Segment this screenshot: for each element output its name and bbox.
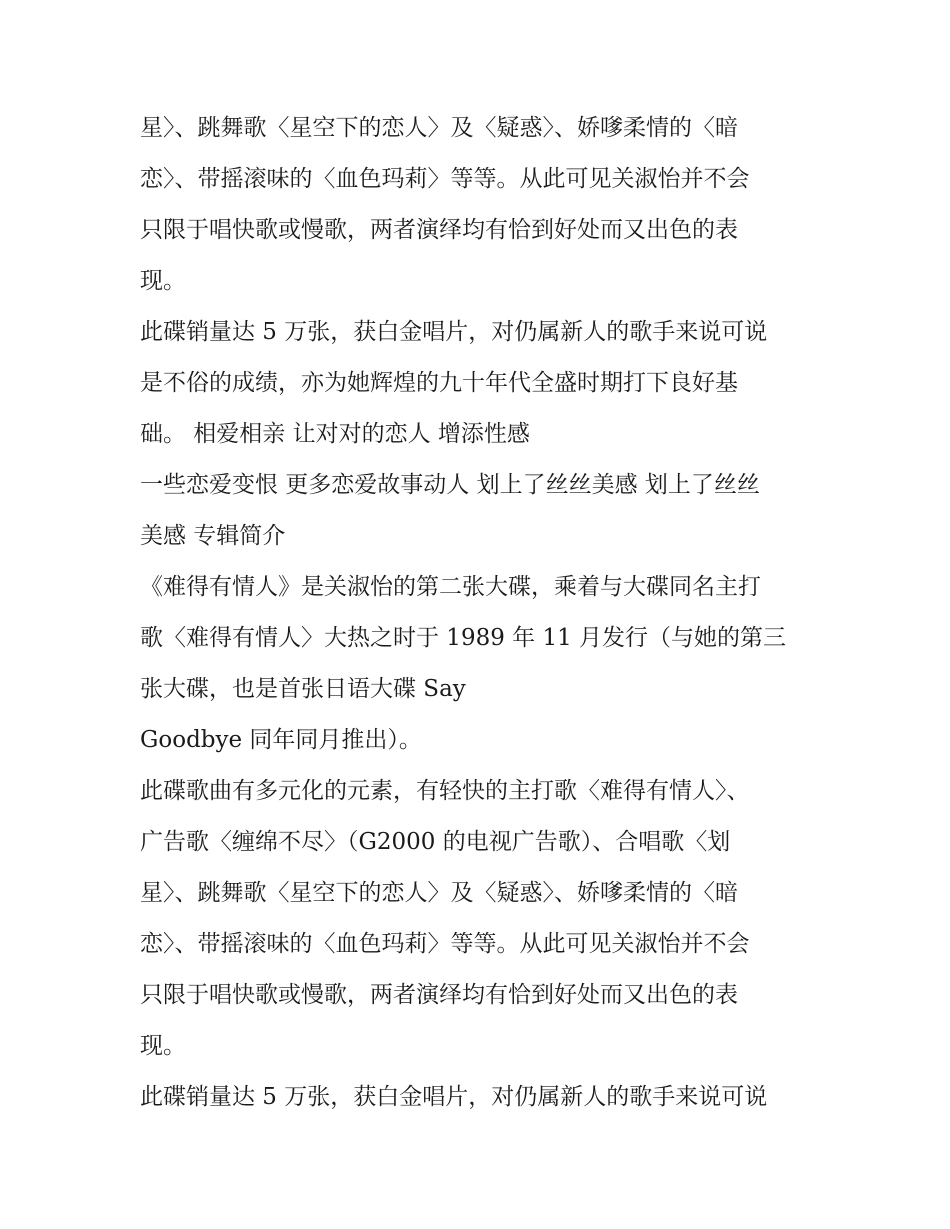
text-line: 只限于唱快歌或慢歌，两者演绎均有恰到好处而又出色的表 xyxy=(140,982,738,1008)
text-line: 星〉、跳舞歌〈星空下的恋人〉及〈疑惑〉、娇嗲柔情的〈暗 xyxy=(140,115,738,141)
text-line: 现。 xyxy=(140,268,186,294)
text-line: 广告歌〈缠绵不尽〉（G2000 的电视广告歌）、合唱歌〈划 xyxy=(140,829,731,855)
text-line: 星〉、跳舞歌〈星空下的恋人〉及〈疑惑〉、娇嗲柔情的〈暗 xyxy=(140,880,738,906)
text-line: 础。 相爱相亲 让对对的恋人 增添性感 xyxy=(140,421,530,447)
text-line: 此碟销量达 5 万张，获白金唱片，对仍属新人的歌手来说可说 xyxy=(140,1084,768,1110)
text-line: 歌〈难得有情人〉大热之时于 1989 年 11 月发行（与她的第三 xyxy=(140,625,787,651)
text-line: 只限于唱快歌或慢歌，两者演绎均有恰到好处而又出色的表 xyxy=(140,217,738,243)
text-line: 恋〉、带摇滚味的〈血色玛莉〉等等。从此可见关淑怡并不会 xyxy=(140,166,750,192)
text-line: 此碟歌曲有多元化的元素，有轻快的主打歌〈难得有情人〉、 xyxy=(140,778,750,804)
text-line: 是不俗的成绩，亦为她辉煌的九十年代全盛时期打下良好基 xyxy=(140,370,738,396)
text-line: 此碟销量达 5 万张，获白金唱片，对仍属新人的歌手来说可说 xyxy=(140,319,768,345)
text-line: 现。 xyxy=(140,1033,186,1059)
text-line: 恋〉、带摇滚味的〈血色玛莉〉等等。从此可见关淑怡并不会 xyxy=(140,931,750,957)
text-line: 《难得有情人》是关淑怡的第二张大碟，乘着与大碟同名主打 xyxy=(140,574,761,600)
text-line: 一些恋爱变恨 更多恋爱故事动人 划上了丝丝美感 划上了丝丝 xyxy=(140,472,760,498)
body-text xyxy=(140,103,830,1123)
text-line: 美感 专辑简介 xyxy=(140,523,286,549)
text-line: 张大碟，也是首张日语大碟 Say xyxy=(140,676,466,702)
text-line: Goodbye 同年同月推出）。 xyxy=(140,727,422,753)
